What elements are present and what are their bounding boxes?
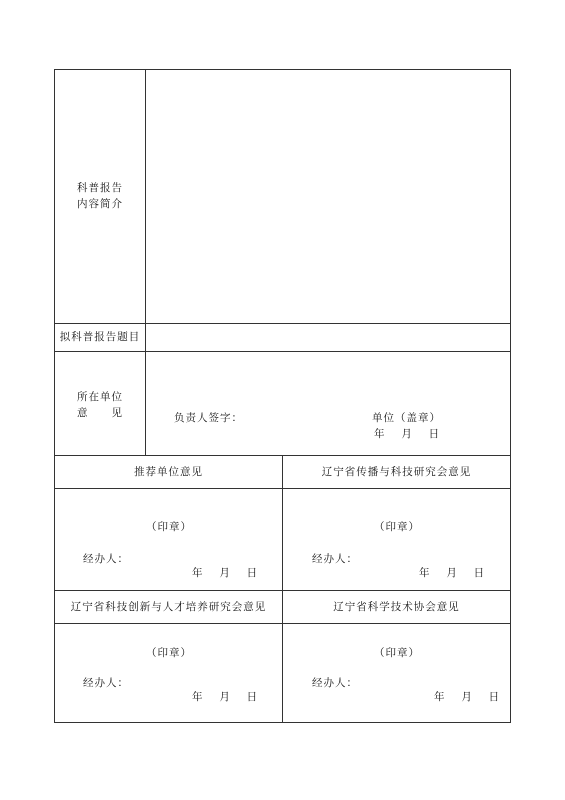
handler-label: 经办人： (83, 553, 129, 565)
summary-label-line1: 科普报告 (77, 182, 123, 194)
date-label: 年 月 日 (434, 691, 501, 703)
handler-label: 经办人： (83, 677, 129, 689)
unit-label-line2: 意 见 (77, 407, 123, 419)
seal-label: （印章） (374, 521, 420, 533)
date-label: 年 月 日 (192, 567, 259, 579)
unit-opinion-field[interactable] (146, 352, 510, 455)
date-label: 年 月 日 (419, 567, 486, 579)
handler-label: 经办人： (312, 553, 358, 565)
unit-seal-label: 单位（盖章） (372, 412, 441, 424)
seal-label: （印章） (146, 647, 192, 659)
seal-label: （印章） (146, 521, 192, 533)
summary-content-field[interactable] (146, 70, 510, 323)
topic-label: 拟科普报告题目 (59, 331, 141, 343)
date-label: 年 月 日 (192, 691, 259, 703)
recommend-unit-header: 推荐单位意见 (134, 466, 203, 478)
summary-label-line2: 内容简介 (77, 198, 123, 210)
summary-label (56, 181, 144, 211)
handler-label: 经办人： (312, 677, 358, 689)
unit-date-label: 年 月 日 (374, 428, 441, 440)
unit-label (56, 390, 144, 420)
science-association-opinion-box[interactable] (283, 624, 510, 722)
science-association-header: 辽宁省科学技术协会意见 (333, 601, 460, 613)
unit-label-line1: 所在单位 (77, 391, 123, 403)
seal-label: （印章） (374, 647, 420, 659)
topic-field[interactable] (146, 324, 510, 351)
comm-society-header: 辽宁省传播与科技研究会意见 (321, 466, 472, 478)
innovation-society-opinion-box[interactable] (55, 624, 282, 722)
innovation-society-header: 辽宁省科技创新与人才培养研究会意见 (70, 601, 267, 613)
person-signature-label: 负责人签字： (174, 412, 243, 424)
